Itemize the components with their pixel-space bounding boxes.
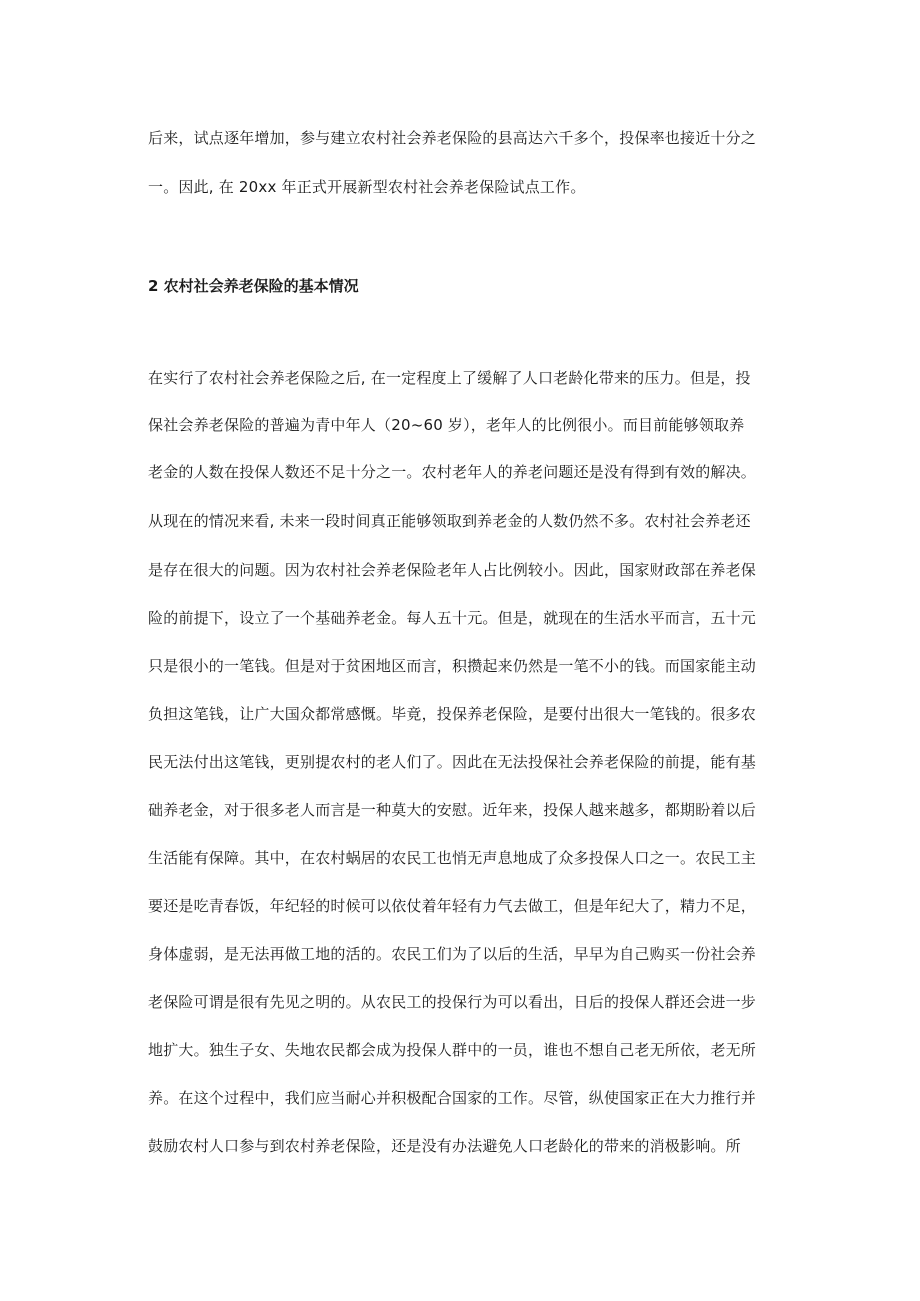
paragraph-line: 保社会养老保险的普遍为青中年人（20~60 岁），老年人的比例很小。而目前能够领取养 (148, 416, 745, 434)
section-heading: 2 农村社会养老保险的基本情况 (148, 277, 359, 295)
paragraph-line: 从现在的情况来看, 未来一段时间真正能够领取到养老金的人数仍然不多。农村社会养老还 (148, 512, 751, 530)
paragraph-line: 老金的人数在投保人数还不足十分之一。农村老年人的养老问题还是没有得到有效的解决。 (148, 463, 757, 481)
paragraph-line: 地扩大。独生子女、失地农民都会成为投保人群中的一员，谁也不想自己老无所依，老无所 (148, 1041, 757, 1059)
paragraph-line: 在实行了农村社会养老保险之后, 在一定程度上了缓解了人口老龄化带来的压力。但是，投 (148, 369, 751, 387)
paragraph-line: 生活能有保障。其中，在农村蜗居的农民工也悄无声息地成了众多投保人口之一。农民工主 (148, 849, 757, 867)
paragraph-line: 身体虚弱，是无法再做工地的活的。农民工们为了以后的生活，早早为自己购买一份社会养 (148, 945, 757, 963)
paragraph-line: 要还是吃青春饭，年纪轻的时候可以依仗着年轻有力气去做工，但是年纪大了，精力不足， (148, 897, 757, 915)
paragraph-line: 险的前提下，设立了一个基础养老金。每人五十元。但是，就现在的生活水平而言，五十元 (148, 609, 757, 627)
paragraph-line: 负担这笔钱，让广大国众都常感慨。毕竟，投保养老保险，是要付出很大一笔钱的。很多农 (148, 705, 757, 723)
paragraph-line: 后来，试点逐年增加，参与建立农村社会养老保险的县高达六千多个，投保率也接近十分之 (148, 129, 757, 147)
paragraph-line: 鼓励农村人口参与到农村养老保险，还是没有办法避免人口老龄化的带来的消极影响。所 (148, 1137, 741, 1155)
paragraph-line: 养。在这个过程中，我们应当耐心并积极配合国家的工作。尽管，纵使国家正在大力推行并 (148, 1089, 757, 1107)
paragraph-line: 老保险可谓是很有先见之明的。从农民工的投保行为可以看出，日后的投保人群还会进一步 (148, 993, 757, 1011)
paragraph-line: 只是很小的一笔钱。但是对于贫困地区而言，积攒起来仍然是一笔不小的钱。而国家能主动 (148, 657, 757, 675)
paragraph-line: 是存在很大的问题。因为农村社会养老保险老年人占比例较小。因此，国家财政部在养老保 (148, 561, 757, 579)
paragraph-line: 民无法付出这笔钱，更别提农村的老人们了。因此在无法投保社会养老保险的前提，能有基 (148, 753, 757, 771)
paragraph-line: 础养老金，对于很多老人而言是一种莫大的安慰。近年来，投保人越来越多，都期盼着以后 (148, 801, 757, 819)
paragraph-line: 一。因此, 在 20xx 年正式开展新型农村社会养老保险试点工作。 (148, 178, 586, 196)
